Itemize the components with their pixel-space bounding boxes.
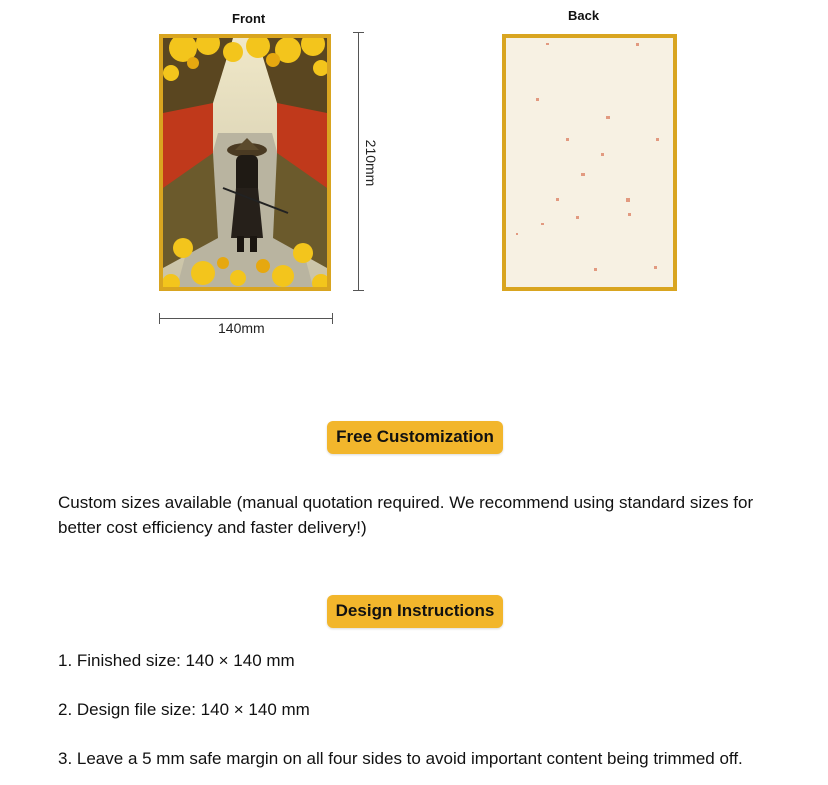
samurai-illustration [163, 38, 327, 287]
height-dimension-line [358, 32, 359, 291]
front-card-image [159, 34, 331, 291]
width-label: 140mm [218, 320, 265, 336]
back-card-image [502, 34, 677, 291]
design-item-3: 3. Leave a 5 mm safe margin on all four sides to avoid important content being trimmed off. [58, 749, 743, 768]
paper-texture [506, 38, 673, 287]
height-dimension-tick-top [353, 32, 364, 33]
width-dimension-tick-right [332, 313, 333, 324]
width-dimension-tick-left [159, 313, 160, 324]
free-customization-badge: Free Customization [327, 421, 503, 454]
height-label: 210mm [363, 139, 379, 187]
height-dimension-tick-bottom [353, 290, 364, 291]
design-item-2: 2. Design file size: 140 × 140 mm [58, 700, 310, 719]
back-label: Back [568, 8, 600, 23]
width-dimension-line [159, 318, 333, 319]
front-label: Front [232, 11, 266, 26]
customization-text: Custom sizes available (manual quotation required. We recommend using standard sizes for better cost efficiency and faster delivery!) [58, 493, 754, 537]
design-instructions-badge: Design Instructions [327, 595, 503, 628]
design-item-1: 1. Finished size: 140 × 140 mm [58, 651, 295, 670]
